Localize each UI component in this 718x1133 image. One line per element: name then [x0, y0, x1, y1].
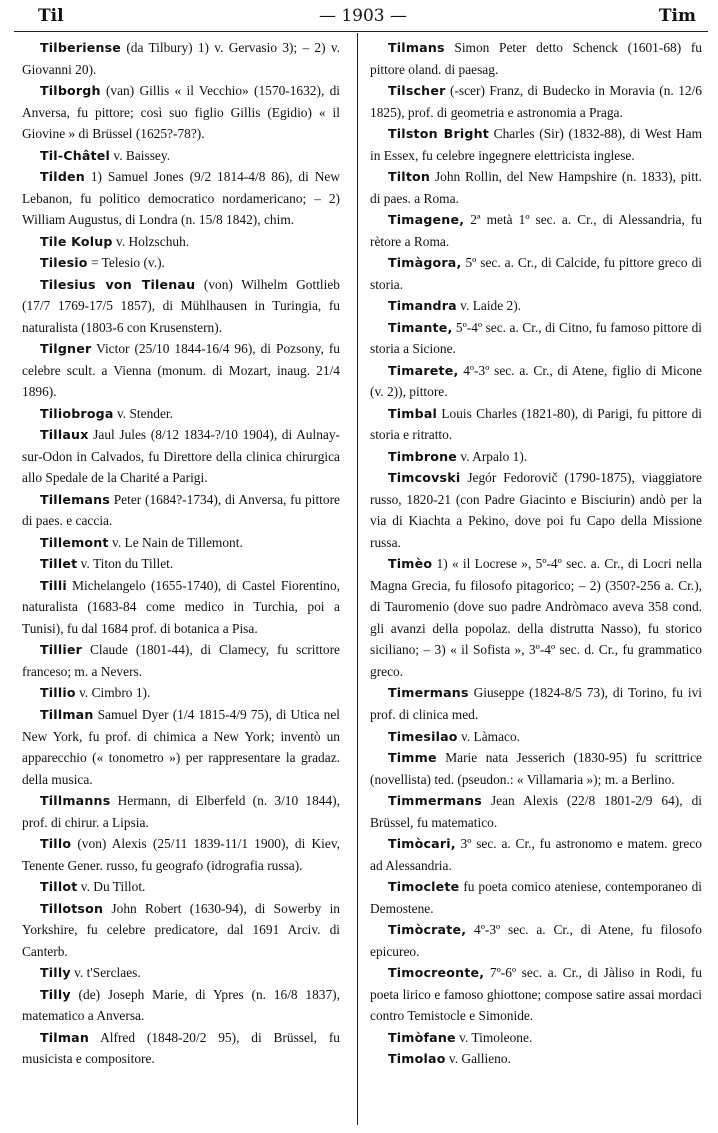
entry-headword: Tillmanns: [40, 793, 111, 809]
entry: [370, 682, 702, 725]
entry-text: 3º sec. a. Cr., fu astronomo e matem. greco ad Alessandria.: [370, 836, 702, 873]
entry-text: Simon Peter detto Schenck (1601-68) fu pittore oland. di paesag.: [370, 40, 702, 77]
entry: [370, 123, 702, 166]
entry: [22, 252, 340, 274]
entry: [22, 575, 340, 640]
entry-text: v. Gallieno.: [445, 1051, 511, 1067]
entry: [22, 274, 340, 339]
entry: [370, 37, 702, 80]
entry: [22, 424, 340, 489]
right-column: [370, 37, 702, 1070]
entry-headword: Timocreonte,: [388, 965, 485, 981]
entry-headword: Timmermans: [388, 793, 482, 809]
entry: [22, 80, 340, 145]
entry-text: 5º sec. a. Cr., di Calcide, fu pittore greco di storia.: [370, 255, 702, 292]
entry-text: Jegór Fedorovič (1790-1875), viaggiatore russo, 1820-21 (con Padre Giacinto e Bisciurin) andò per la via di Kiachta a Pekino, dove poi fu Capo della Missione russa.: [370, 470, 702, 550]
entry-headword: Timandra: [388, 298, 457, 314]
entry-headword: Tilli: [40, 577, 67, 593]
entry-text: v. Cimbro 1).: [75, 685, 151, 701]
entry-headword: Timolao: [388, 1051, 446, 1067]
entry-headword: Timbal: [388, 405, 438, 421]
entry: [370, 467, 702, 553]
entry: [370, 919, 702, 962]
entry: [370, 1048, 702, 1070]
entry-headword: Tillemont: [40, 534, 109, 550]
entry-text: v. Du Tillot.: [77, 879, 146, 895]
entry: [22, 790, 340, 833]
entry: [22, 639, 340, 682]
entry-text: John Robert (1630-94), di Sowerby in Yorkshire, fu celebre predicatore, dal 1691 Arciv. di Canterb.: [22, 900, 340, 959]
entry-headword: Tilgner: [40, 341, 92, 357]
entry-headword: Tilborgh: [40, 83, 101, 99]
entry-text: 1) « il Locrese », 5º-4º sec. a. Cr., di Locri nella Magna Grecia, fu filosofo pitagorico; – 2) (350?-256 a. Cr.), di Tauromenio (dove suo padre Andròmaco aveva 358 cond. gli avanzi della popolaz. della distrutta Nasso), fu storico siciliano; – 3) « il Sofista », 3º-4º sec. d. Cr., fu grammatico greco.: [370, 556, 702, 679]
entry-text: 4º-3º sec. a. Cr., di Atene, fu filosofo epicureo.: [370, 922, 702, 959]
entry-text: Giuseppe (1824-8/5 73), di Torino, fu ivi prof. di clinica med.: [370, 685, 702, 722]
entry-headword: Timme: [388, 750, 437, 766]
page-header: [30, 4, 696, 28]
entry: [22, 37, 340, 80]
entry: [370, 747, 702, 790]
entry-headword: Tilly: [40, 986, 71, 1002]
header-page-number: — 1903 —: [318, 6, 408, 26]
entry-text: v. Baissey.: [110, 147, 171, 163]
entry-headword: Tillio: [40, 685, 76, 701]
entry-headword: Tillo: [40, 836, 72, 852]
entry-headword: Tiliobroga: [40, 405, 114, 421]
entry-text: Claude (1801-44), di Clamecy, fu scrittore franceso; m. a Nevers.: [22, 642, 340, 679]
entry-headword: Tilesio: [40, 255, 88, 271]
entry-text: fu poeta comico ateniese, contemporaneo di Demostene.: [370, 879, 702, 916]
entry-text: (da Tilbury) 1) v. Gervasio 3); – 2) v. Giovanni 20).: [22, 40, 340, 77]
entry-text: Jaul Jules (8/12 1834-?/10 1904), di Aulnay-sur-Odon in Calvados, fu Direttore della clinica chirurgica allo Spedale de la Charité a Parigi.: [22, 427, 340, 486]
entry-headword: Tilston Bright: [388, 126, 489, 142]
header-left-guideword: Til: [38, 6, 64, 26]
entry-text: (von) Wilhelm Gottlieb (17/7 1769-17/5 1857), di Mühlhausen in Turingia, fu naturalista (1803-6 con Krusenstern).: [22, 276, 340, 335]
entry: [22, 231, 340, 253]
entry: [22, 553, 340, 575]
entry-headword: Timbrone: [388, 448, 458, 464]
entry: [370, 360, 702, 403]
entry-text: Jean Alexis (22/8 1801-2/9 64), di Brüssel, fu matematico.: [370, 793, 702, 830]
entry-text: v. Arpalo 1).: [457, 448, 528, 464]
entry-headword: Timèo: [388, 556, 433, 572]
entry-headword: Timòfane: [388, 1029, 456, 1045]
entry-headword: Tilton: [388, 169, 431, 185]
entry: [22, 898, 340, 963]
entry-text: Louis Charles (1821-80), di Parigi, fu pittore di storia e ritratto.: [370, 405, 702, 443]
entry: [22, 833, 340, 876]
entry-text: v. Stender.: [113, 405, 173, 421]
entry-text: 4º-3º sec. a. Cr., di Atene, figlio di Micone (v. 2)), pittore.: [370, 362, 702, 400]
entry: [370, 209, 702, 252]
entry-headword: Tillman: [40, 706, 94, 722]
entry: [22, 876, 340, 898]
entry-headword: Tilden: [40, 169, 85, 185]
entry-text: Alfred (1848-20/2 95), di Brüssel, fu musicista e compositore.: [22, 1029, 340, 1067]
entry: [22, 338, 340, 403]
entry: [22, 403, 340, 425]
entry-headword: Tilesius von Tilenau: [40, 276, 196, 292]
entry-headword: Timarete,: [388, 362, 459, 378]
entry: [370, 962, 702, 1027]
entry-headword: Timoclete: [388, 879, 460, 895]
entry: [370, 790, 702, 833]
entry-text: Charles (Sir) (1832-88), di West Ham in Essex, fu celebre ingegnere elettricista inglese.: [370, 126, 703, 163]
entry-headword: Tilmans: [388, 40, 445, 55]
entry-text: (van) Gillis « il Vecchio» (1570-1632), di Anversa, fu pittore; così suo figlio Gillis (Egidio) « il Giovine » di Brüssel (1625?-78?).: [22, 83, 340, 142]
entry-text: (de) Joseph Marie, di Ypres (n. 16/8 1837), matematico a Anversa.: [22, 986, 340, 1024]
entry-text: v. Timoleone.: [455, 1029, 533, 1045]
entry: [22, 1027, 340, 1070]
entry-headword: Tillot: [40, 879, 78, 895]
entry: [370, 726, 702, 748]
column-divider: [357, 33, 358, 1125]
entry: [370, 553, 702, 682]
entry-text: 5º-4º sec. a. Cr., di Citno, fu famoso pittore di storia a Sicione.: [370, 319, 702, 357]
entry-headword: Timante,: [388, 319, 453, 335]
entry: [22, 166, 340, 231]
entry-text: Hermann, di Elberfeld (n. 3/10 1844), prof. di chirur. a Lipsia.: [22, 793, 340, 830]
entry-headword: Tilberiense: [40, 40, 122, 55]
entry-text: v. Làmaco.: [457, 728, 520, 744]
entry: [22, 984, 340, 1027]
entry-headword: Timòcrate,: [388, 922, 467, 938]
entry: [22, 704, 340, 790]
entry-headword: Timòcari,: [388, 836, 456, 852]
entry: [370, 80, 702, 123]
entry-text: (von) Alexis (25/11 1839-11/1 1900), di Kiev, Tenente Gener. russo, fu geografo (idrografia russa).: [22, 836, 340, 873]
entry-headword: Tillemans: [40, 491, 110, 507]
left-column: [22, 37, 340, 1070]
entry-headword: Til-Châtel: [40, 147, 111, 163]
entry: [370, 295, 702, 317]
entry-text: Peter (1684?-1734), di Anversa, fu pittore di paes. e caccia.: [22, 491, 340, 529]
entry: [370, 1027, 702, 1049]
entry: [370, 446, 702, 468]
entry-headword: Tillet: [40, 556, 78, 572]
entry-text: v. Titon du Tillet.: [77, 556, 174, 572]
header-right-guideword: Tim: [658, 6, 696, 26]
entry-text: (-scer) Franz, di Budecko in Moravia (n. 12/6 1825), prof. di geometria e astronomia a Praga.: [370, 83, 702, 120]
entry-headword: Timcovski: [388, 470, 461, 486]
entry-text: Victor (25/10 1844-16/4 96), di Pozsony, fu celebre scult. a Vienna (monum. di Mozart, inaug. 21/4 1896).: [22, 341, 340, 400]
entry: [370, 317, 702, 360]
entry-text: v. Holzschuh.: [112, 233, 190, 249]
entry-text: 7º-6º sec. a. Cr., di Jàliso in Rodi, fu poeta lirico e famoso ghiottone; compose satire assai mordaci contro Temistocle e Simonide.: [370, 965, 702, 1024]
entry-headword: Tile Kolup: [40, 233, 113, 249]
entry-text: 1) Samuel Jones (9/2 1814-4/8 86), di New Lebanon, fu politico democratico nordamericano; – 2) William Augustus, di Londra (n. 15/8 1842), chim.: [22, 169, 340, 228]
entry: [22, 145, 340, 167]
entry-headword: Tilscher: [388, 83, 446, 99]
entry: [22, 489, 340, 532]
entry-headword: Timagene,: [388, 212, 465, 228]
entry-text: = Telesio (v.).: [87, 255, 165, 271]
header-rule: [14, 31, 708, 32]
entry-text: Marie nata Jesserich (1830-95) fu scrittrice (novellista) ted. (pseudon.: « Villamaria »); m. a Berlino.: [370, 750, 702, 787]
entry-text: 2ª metà 1º sec. a. Cr., di Alessandria, fu rètore a Roma.: [370, 212, 702, 249]
entry-headword: Timàgora,: [388, 255, 462, 271]
entry-text: Samuel Dyer (1/4 1815-4/9 75), di Utica nel New York, fu prof. di chimica a New York; inventò un apparecchio (« tonometro ») per rappresentare la gradaz. della musica.: [22, 706, 340, 787]
entry-text: John Rollin, del New Hampshire (n. 1833), pitt. di paes. a Roma.: [370, 169, 702, 206]
entry-text: v. Laide 2).: [456, 298, 522, 314]
entry: [22, 532, 340, 554]
entry-headword: Tillaux: [40, 427, 89, 443]
entry: [370, 876, 702, 919]
entry: [22, 682, 340, 704]
entry: [370, 403, 702, 446]
entry: [370, 166, 702, 209]
entry-headword: Tilman: [40, 1029, 90, 1045]
entry-headword: Timesilao: [388, 728, 458, 744]
entry-headword: Timermans: [388, 685, 469, 701]
entry-headword: Tillotson: [40, 900, 104, 916]
entry-headword: Tilly: [40, 965, 71, 981]
entry-text: Michelangelo (1655-1740), di Castel Fiorentino, naturalista (1683-84 come medico in Turchia, poi a Tunisi), fu dal 1684 prof. di botanica a Pisa.: [22, 577, 340, 636]
entry-headword: Tillier: [40, 642, 83, 658]
entry-text: v. Le Nain de Tillemont.: [108, 534, 243, 550]
entry-text: v. t'Serclaes.: [70, 965, 141, 981]
entry: [370, 833, 702, 876]
entry: [22, 962, 340, 984]
entry: [370, 252, 702, 295]
